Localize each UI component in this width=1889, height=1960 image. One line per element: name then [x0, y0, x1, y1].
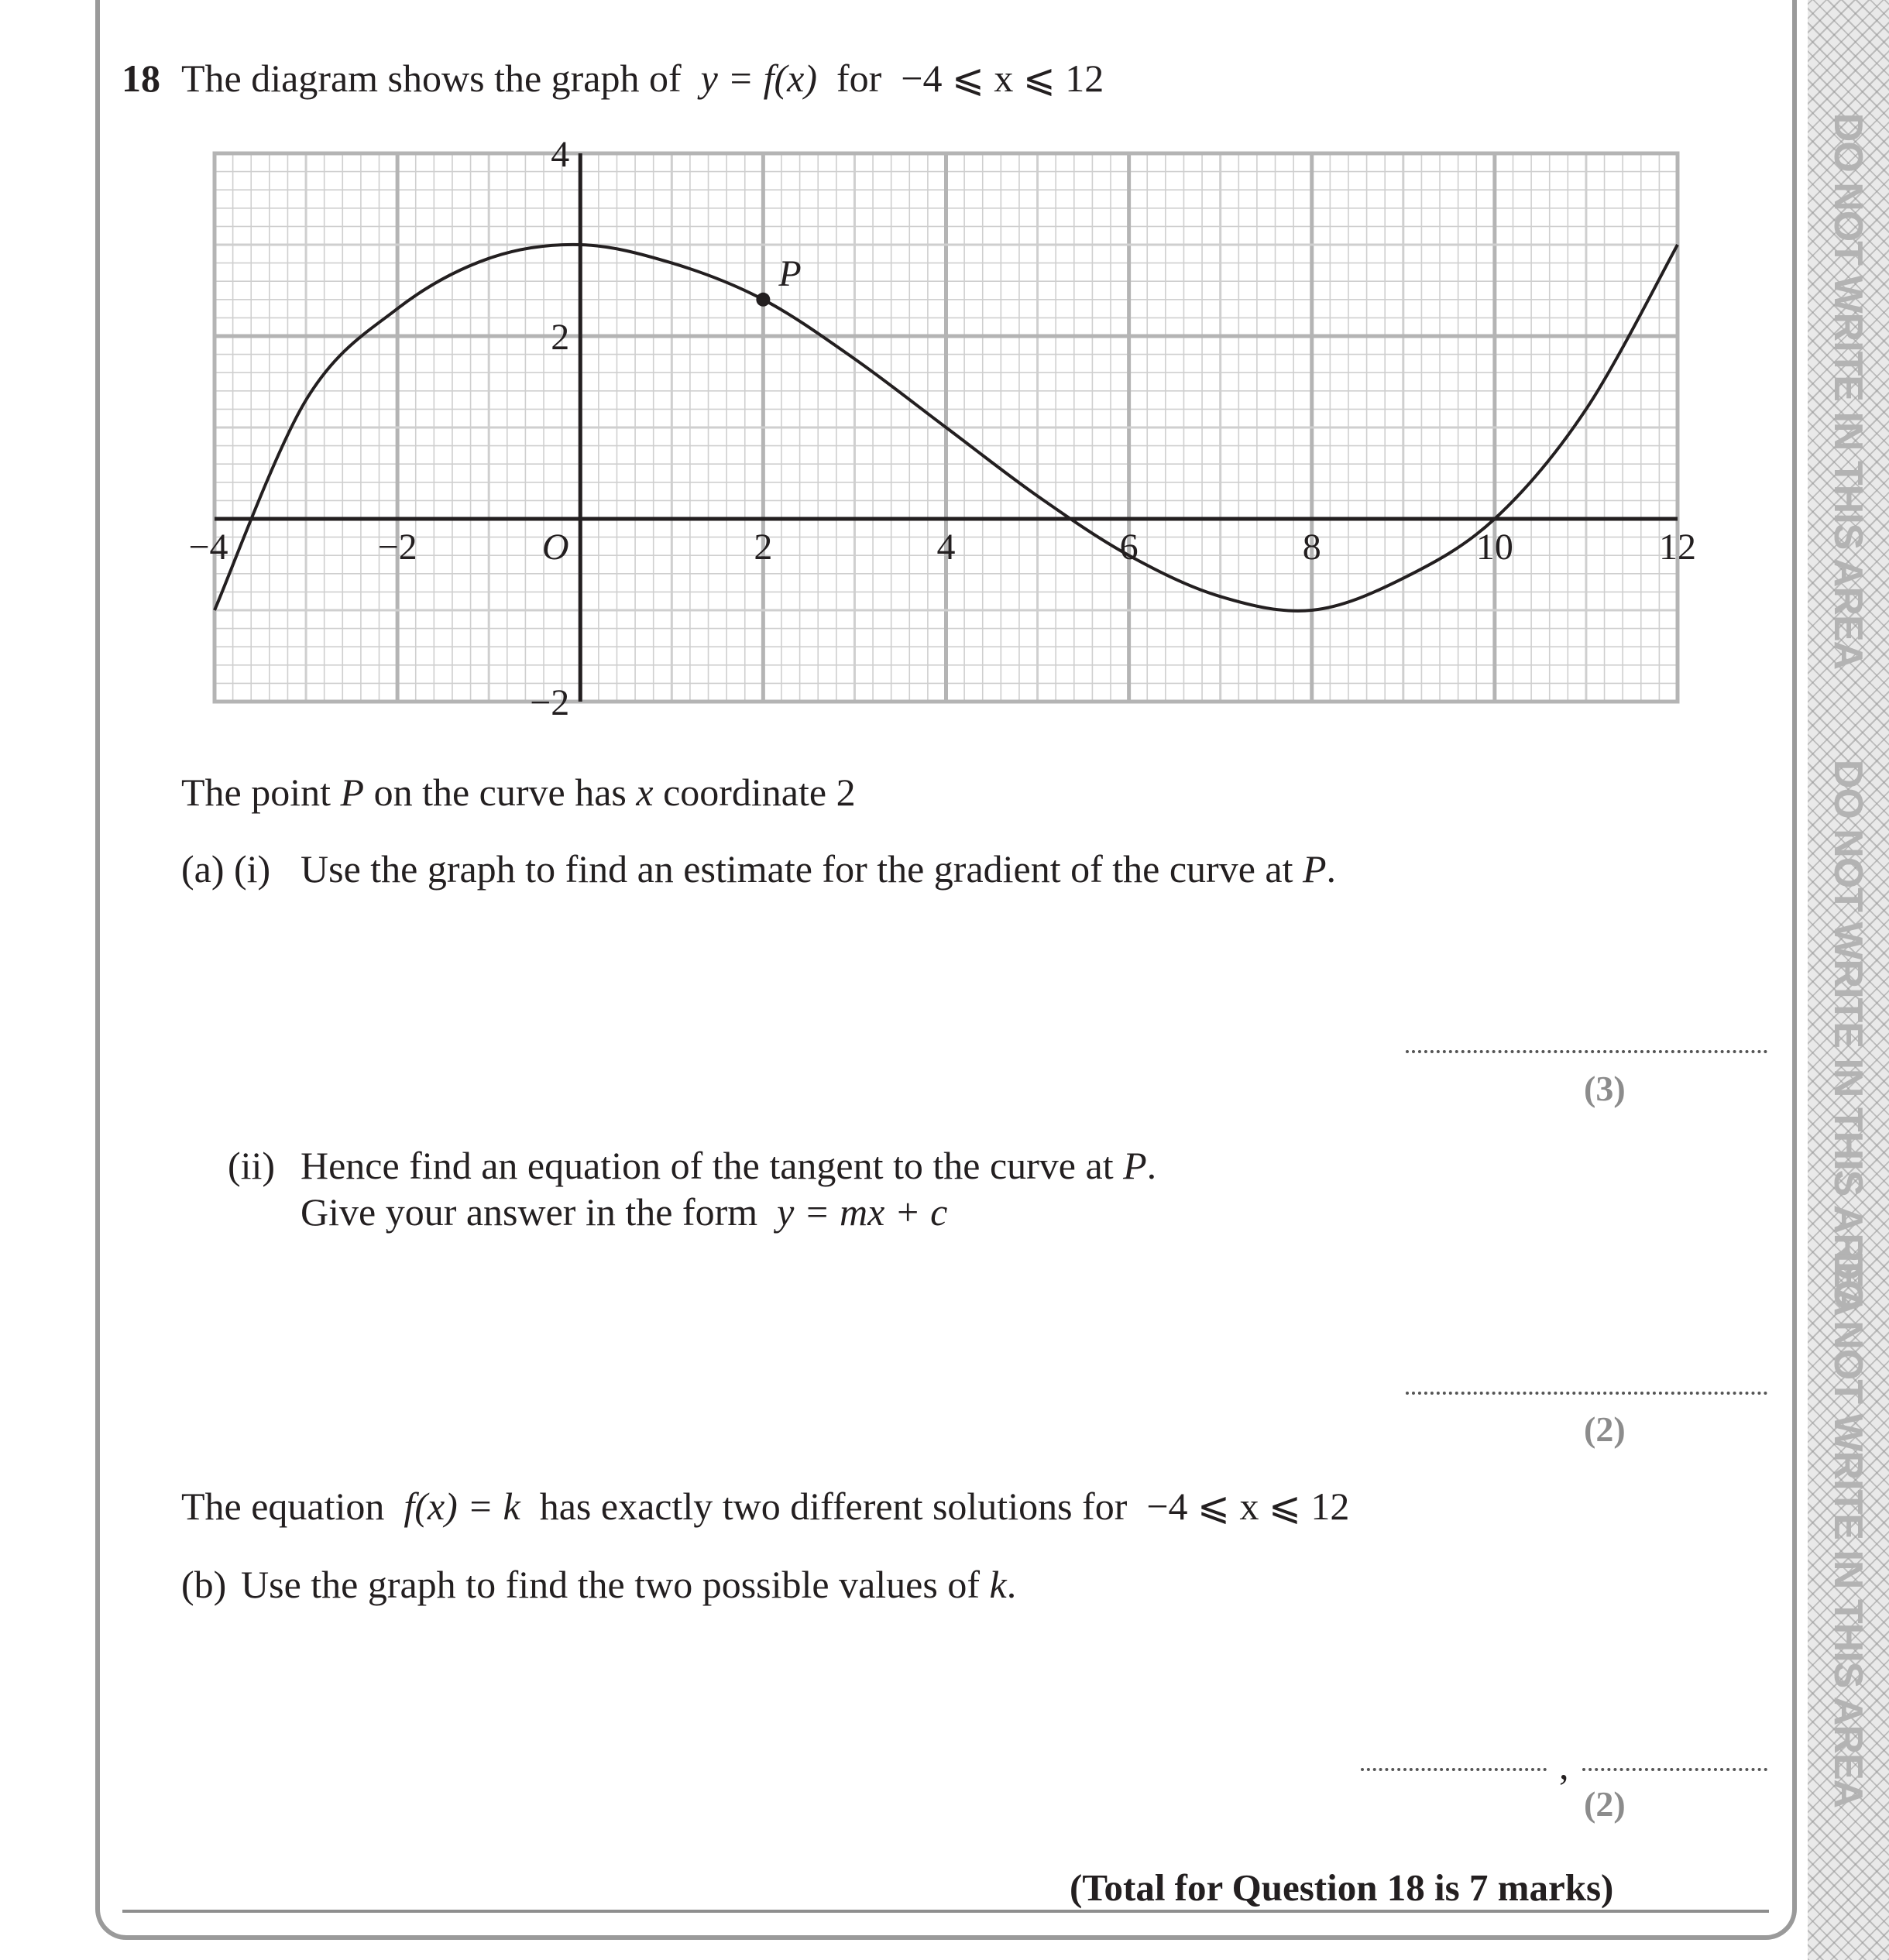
- statement-post: coordinate 2: [663, 771, 856, 814]
- part-a-ii-label: (ii): [228, 1144, 276, 1187]
- point-p-statement: [181, 773, 856, 812]
- part-b-label: (b): [181, 1563, 227, 1606]
- part-a-ii-end: .: [1146, 1144, 1157, 1187]
- part-b-question: [241, 1565, 1016, 1604]
- equation-statement: [181, 1487, 1349, 1526]
- part-a-ii-line2: [301, 1190, 948, 1234]
- question-number: 18: [122, 57, 160, 100]
- marks-a-ii: (2): [1584, 1409, 1626, 1449]
- part-a-ii-form-eq: y = mx + c: [777, 1190, 948, 1234]
- part-a-ii-p: P: [1123, 1144, 1147, 1187]
- x-tick-label: −4: [188, 527, 228, 568]
- y-tick-label: 4: [551, 134, 570, 175]
- part-a-ii-text: Hence find an equation of the tangent to the curve at: [301, 1144, 1114, 1187]
- part-a-ii-form-text: Give your answer in the form: [301, 1190, 758, 1234]
- equation-range: −4 ⩽ x ⩽ 12: [1146, 1485, 1350, 1528]
- answer-line-b-1[interactable]: [1361, 1768, 1547, 1771]
- answer-line-a-i[interactable]: [1406, 1050, 1767, 1053]
- point-p-label: P: [778, 252, 802, 294]
- statement-x: x: [636, 771, 654, 814]
- answer-line-b-2[interactable]: [1582, 1768, 1767, 1771]
- x-tick-label: O: [541, 527, 569, 568]
- marks-a-i: (3): [1584, 1069, 1626, 1108]
- x-tick-label: 8: [1302, 527, 1321, 568]
- x-tick-label: 2: [754, 527, 773, 568]
- x-tick-label: 4: [936, 527, 956, 568]
- x-tick-label: 6: [1119, 527, 1139, 568]
- answer-separator: ,: [1559, 1744, 1569, 1787]
- part-a-i-label: (a) (i): [181, 847, 271, 891]
- statement-p: P: [340, 771, 365, 814]
- statement-pre: The point: [181, 771, 331, 814]
- part-a-i-p: P: [1302, 847, 1327, 891]
- intro-for: for: [836, 57, 882, 100]
- y-tick-label: 2: [551, 317, 570, 358]
- equation-mid: has exactly two different solutions for: [539, 1485, 1128, 1528]
- x-tick-label: 12: [1659, 527, 1696, 568]
- equation-eq: f(x) = k: [404, 1485, 520, 1528]
- part-a-i-end: .: [1326, 847, 1337, 891]
- y-tick-label: −2: [530, 682, 570, 723]
- x-tick-label: −2: [377, 527, 417, 568]
- point-p-marker: [756, 293, 770, 307]
- statement-mid: on the curve has: [373, 771, 627, 814]
- equation-pre: The equation: [181, 1485, 385, 1528]
- part-a-i-text: Use the graph to find an estimate for the gradient of the curve at: [301, 847, 1293, 891]
- marks-b: (2): [1584, 1784, 1626, 1824]
- total-marks: (Total for Question 18 is 7 marks): [1070, 1866, 1614, 1909]
- answer-line-a-ii[interactable]: [1406, 1392, 1767, 1395]
- part-a-ii-line1: [301, 1146, 1156, 1185]
- part-b-text: Use the graph to find the two possible values of: [241, 1563, 980, 1606]
- bottom-rule: [122, 1910, 1769, 1913]
- intro-equation: y = f(x): [700, 57, 817, 100]
- intro-range: −4 ⩽ x ⩽ 12: [901, 57, 1104, 100]
- part-b-end: .: [1006, 1563, 1017, 1606]
- part-a-i-question: [301, 847, 1337, 891]
- part-b-k: k: [989, 1563, 1007, 1606]
- x-tick-label: 10: [1475, 527, 1513, 568]
- intro-text: The diagram shows the graph of: [181, 57, 682, 100]
